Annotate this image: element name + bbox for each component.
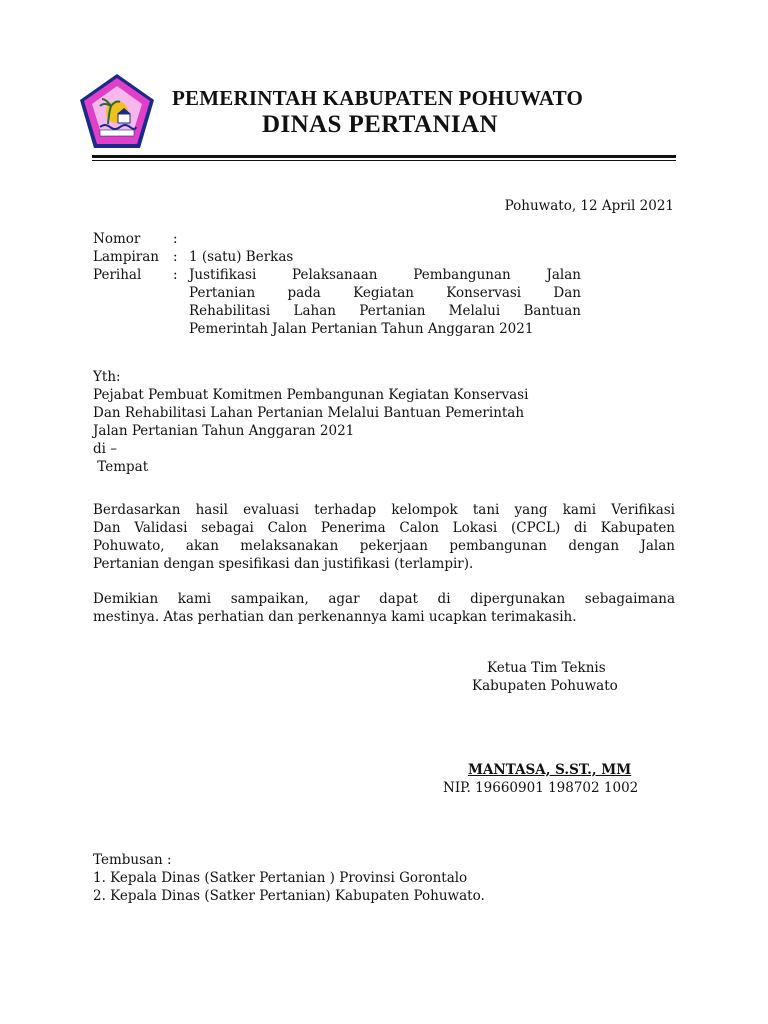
recipient-di: di – (93, 441, 118, 457)
recipient-line: Pejabat Pembuat Komitmen Pembangunan Kegiatan Konservasi (93, 387, 529, 403)
separator: : (173, 249, 178, 265)
signatory-nip: NIP. 19660901 198702 1002 (443, 780, 639, 796)
lampiran-row (93, 248, 593, 266)
tembusan-item: 2. Kepala Dinas (Satker Pertanian) Kabupaten Pohuwato. (93, 888, 485, 904)
tembusan-item: 1. Kepala Dinas (Satker Pertanian ) Provinsi Gorontalo (93, 870, 468, 886)
nomor-label: Nomor (93, 231, 141, 247)
perihal-value (189, 266, 581, 338)
body-paragraph-1 (93, 501, 675, 573)
lampiran-label: Lampiran (93, 249, 159, 265)
recipient-block (93, 368, 528, 476)
recipient-line: Jalan Pertanian Tahun Anggaran 2021 (93, 423, 355, 439)
header-rule-thin (92, 160, 676, 161)
yth-label: Yth: (93, 369, 121, 385)
perihal-line: Pertanian pada Kegiatan Konservasi Dan (189, 285, 581, 301)
letter-date: Pohuwato, 12 April 2021 (504, 198, 674, 214)
signatory-name: MANTASA, S.ST., MM (468, 762, 632, 778)
kabupaten-pohuwato-logo (78, 72, 156, 150)
perihal-line: Rehabilitasi Lahan Pertanian Melalui Bantuan (189, 303, 581, 319)
body-paragraph-2 (93, 590, 675, 626)
recipient-line: Dan Rehabilitasi Lahan Pertanian Melalui Bantuan Pemerintah (93, 405, 525, 421)
perihal-line: Justifikasi Pelaksanaan Pembangunan Jalan (189, 267, 581, 283)
lampiran-value: 1 (satu) Berkas (189, 249, 294, 265)
perihal-line: Pemerintah Jalan Pertanian Tahun Anggaran 2021 (189, 321, 534, 337)
recipient-tempat: Tempat (93, 459, 149, 475)
perihal-row (93, 266, 593, 338)
signature-title-2: Kabupaten Pohuwato (472, 678, 618, 694)
separator: : (173, 267, 178, 283)
nomor-row (93, 230, 593, 248)
header-department-name: DINAS PERTANIAN (262, 111, 498, 138)
body-line: mestinya. Atas perhatian dan perkenannya kami ucapkan terimakasih. (93, 609, 577, 625)
tembusan-block (93, 851, 485, 905)
separator: : (173, 231, 178, 247)
tembusan-label: Tembusan : (93, 852, 172, 868)
body-line: Dan Validasi sebagai Calon Penerima Calon Lokasi (CPCL) di Kabupaten (93, 520, 675, 536)
body-line: Demikian kami sampaikan, agar dapat di dipergunakan sebagaimana (93, 591, 675, 607)
body-line: Pertanian dengan spesifikasi dan justifikasi (terlampir). (93, 556, 474, 572)
body-line: Berdasarkan hasil evaluasi terhadap kelompok tani yang kami Verifikasi (93, 502, 675, 518)
letter-meta (93, 230, 593, 338)
header-government-name: PEMERINTAH KABUPATEN POHUWATO (172, 86, 584, 110)
perihal-label: Perihal (93, 267, 142, 283)
signature-title-1: Ketua Tim Teknis (487, 660, 606, 676)
body-line: Pohuwato, akan melaksanakan pekerjaan pembangunan dengan Jalan (93, 538, 675, 554)
header-rule-thick (92, 155, 676, 158)
